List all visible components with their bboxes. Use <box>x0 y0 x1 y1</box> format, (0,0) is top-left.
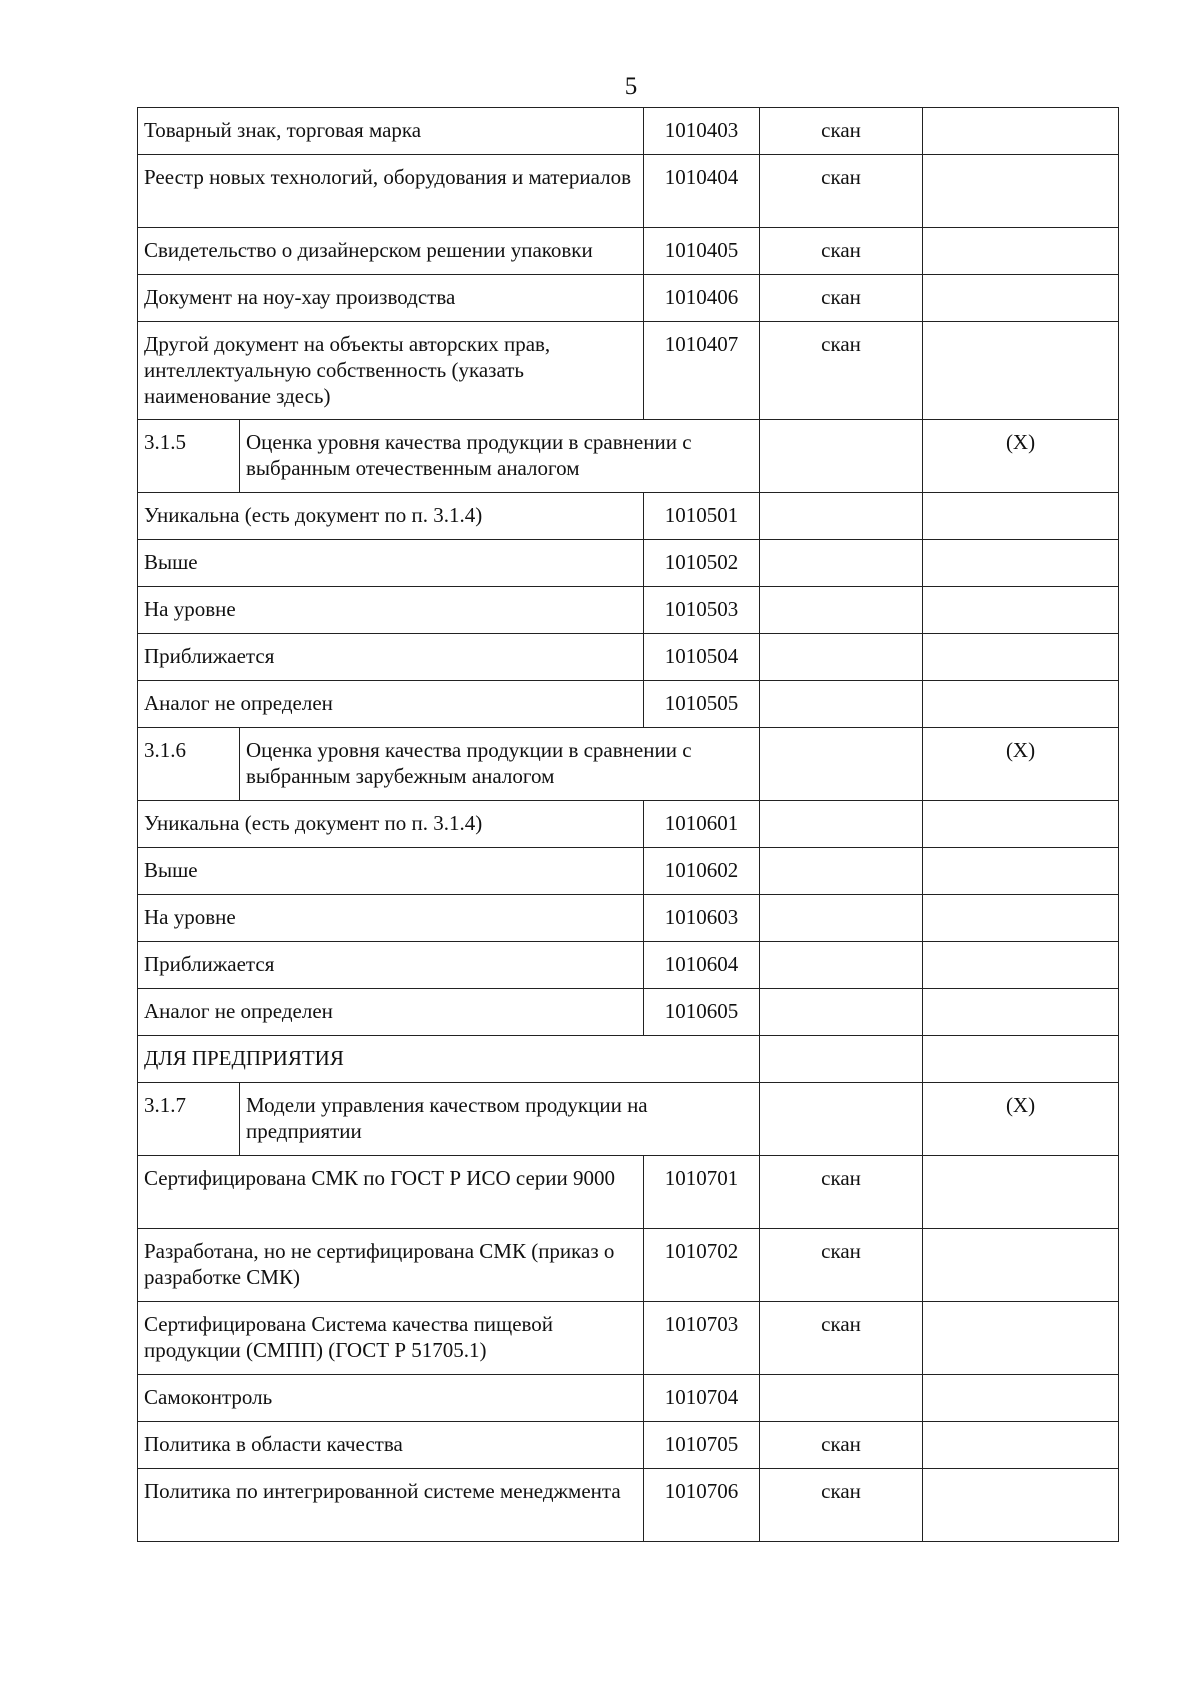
row-mark <box>923 848 1119 895</box>
row-name: Приближается <box>138 942 644 989</box>
row-status <box>760 895 923 942</box>
row-status: скан <box>760 155 923 228</box>
section-mark: (X) <box>923 420 1119 493</box>
row-status: скан <box>760 1229 923 1302</box>
row-status: скан <box>760 108 923 155</box>
row-name: Разработана, но не сертифицирована СМК (приказ о разработке СМК) <box>138 1229 644 1302</box>
table-row <box>138 634 1119 681</box>
section-mark: (X) <box>923 728 1119 801</box>
row-code: 1010705 <box>644 1422 760 1469</box>
section-title: Оценка уровня качества продукции в сравнении с выбранным отечественным аналогом <box>240 420 760 493</box>
row-code: 1010407 <box>644 322 760 420</box>
row-status: скан <box>760 1469 923 1542</box>
row-mark <box>923 587 1119 634</box>
section-mark: (X) <box>923 1083 1119 1156</box>
row-mark <box>923 989 1119 1036</box>
table-row <box>138 801 1119 848</box>
row-code: 1010601 <box>644 801 760 848</box>
row-mark <box>923 1036 1119 1083</box>
table-row <box>138 848 1119 895</box>
table-row <box>138 540 1119 587</box>
row-name: На уровне <box>138 895 644 942</box>
row-name: Политика в области качества <box>138 1422 644 1469</box>
row-mark <box>923 155 1119 228</box>
row-mark <box>923 895 1119 942</box>
section-row-3-1-7 <box>138 1083 1119 1156</box>
row-code: 1010603 <box>644 895 760 942</box>
section-status <box>760 1083 923 1156</box>
row-mark <box>923 1156 1119 1229</box>
row-status: скан <box>760 1302 923 1375</box>
row-mark <box>923 322 1119 420</box>
table-row <box>138 1375 1119 1422</box>
table-row <box>138 108 1119 155</box>
row-status: скан <box>760 1156 923 1229</box>
row-code: 1010505 <box>644 681 760 728</box>
row-name: Документ на ноу-хау производства <box>138 275 644 322</box>
row-name: На уровне <box>138 587 644 634</box>
table-row <box>138 493 1119 540</box>
row-mark <box>923 1302 1119 1375</box>
row-name: Сертифицирована СМК по ГОСТ Р ИСО серии 9000 <box>138 1156 644 1229</box>
section-status <box>760 728 923 801</box>
row-name: Уникальна (есть документ по п. 3.1.4) <box>138 801 644 848</box>
row-mark <box>923 634 1119 681</box>
section-number: 3.1.5 <box>138 420 240 493</box>
row-mark <box>923 275 1119 322</box>
row-name: Выше <box>138 848 644 895</box>
row-code: 1010501 <box>644 493 760 540</box>
row-code: 1010605 <box>644 989 760 1036</box>
row-status: скан <box>760 322 923 420</box>
row-mark <box>923 1422 1119 1469</box>
enterprise-heading-row <box>138 1036 1119 1083</box>
row-status <box>760 540 923 587</box>
section-number: 3.1.6 <box>138 728 240 801</box>
table-row <box>138 989 1119 1036</box>
row-status <box>760 493 923 540</box>
table-row <box>138 895 1119 942</box>
row-name: Самоконтроль <box>138 1375 644 1422</box>
row-mark <box>923 493 1119 540</box>
row-status <box>760 1036 923 1083</box>
row-name: Приближается <box>138 634 644 681</box>
row-name: Сертифицирована Система качества пищевой продукции (СМПП) (ГОСТ Р 51705.1) <box>138 1302 644 1375</box>
row-code: 1010706 <box>644 1469 760 1542</box>
table-row <box>138 587 1119 634</box>
row-mark <box>923 108 1119 155</box>
section-number: 3.1.7 <box>138 1083 240 1156</box>
row-mark <box>923 801 1119 848</box>
section-status <box>760 420 923 493</box>
table-row <box>138 942 1119 989</box>
row-mark <box>923 681 1119 728</box>
row-status <box>760 634 923 681</box>
table-row <box>138 1469 1119 1542</box>
row-status <box>760 681 923 728</box>
row-code: 1010406 <box>644 275 760 322</box>
row-mark <box>923 1469 1119 1542</box>
row-name: Политика по интегрированной системе менеджмента <box>138 1469 644 1542</box>
table-row <box>138 155 1119 228</box>
row-status: скан <box>760 228 923 275</box>
row-status: скан <box>760 275 923 322</box>
row-code: 1010403 <box>644 108 760 155</box>
row-name: Свидетельство о дизайнерском решении упаковки <box>138 228 644 275</box>
row-status <box>760 848 923 895</box>
table-row <box>138 228 1119 275</box>
row-code: 1010405 <box>644 228 760 275</box>
row-status: скан <box>760 1422 923 1469</box>
document-table <box>137 107 1119 1542</box>
table-row <box>138 1229 1119 1302</box>
row-name: Реестр новых технологий, оборудования и материалов <box>138 155 644 228</box>
page-number: 5 <box>624 73 638 100</box>
section-title: Модели управления качеством продукции на предприятии <box>240 1083 760 1156</box>
row-status <box>760 1375 923 1422</box>
row-code: 1010404 <box>644 155 760 228</box>
row-name: Товарный знак, торговая марка <box>138 108 644 155</box>
row-code: 1010701 <box>644 1156 760 1229</box>
row-mark <box>923 540 1119 587</box>
row-status <box>760 942 923 989</box>
table-row <box>138 275 1119 322</box>
row-mark <box>923 228 1119 275</box>
section-row-3-1-5 <box>138 420 1119 493</box>
row-status <box>760 587 923 634</box>
row-mark <box>923 942 1119 989</box>
row-code: 1010503 <box>644 587 760 634</box>
row-mark <box>923 1229 1119 1302</box>
row-status <box>760 801 923 848</box>
enterprise-heading: ДЛЯ ПРЕДПРИЯТИЯ <box>138 1036 760 1083</box>
row-code: 1010703 <box>644 1302 760 1375</box>
row-name: Уникальна (есть документ по п. 3.1.4) <box>138 493 644 540</box>
row-name: Другой документ на объекты авторских прав, интеллектуальную собственность (указать наименование здесь) <box>138 322 644 420</box>
row-mark <box>923 1375 1119 1422</box>
row-code: 1010604 <box>644 942 760 989</box>
row-code: 1010502 <box>644 540 760 587</box>
row-name: Выше <box>138 540 644 587</box>
section-row-3-1-6 <box>138 728 1119 801</box>
section-title: Оценка уровня качества продукции в сравнении с выбранным зарубежным аналогом <box>240 728 760 801</box>
table-row <box>138 681 1119 728</box>
row-name: Аналог не определен <box>138 989 644 1036</box>
row-code: 1010504 <box>644 634 760 681</box>
row-code: 1010702 <box>644 1229 760 1302</box>
table-row <box>138 1422 1119 1469</box>
row-status <box>760 989 923 1036</box>
row-code: 1010704 <box>644 1375 760 1422</box>
table-row <box>138 1302 1119 1375</box>
row-name: Аналог не определен <box>138 681 644 728</box>
table-row <box>138 322 1119 420</box>
row-code: 1010602 <box>644 848 760 895</box>
table-row <box>138 1156 1119 1229</box>
